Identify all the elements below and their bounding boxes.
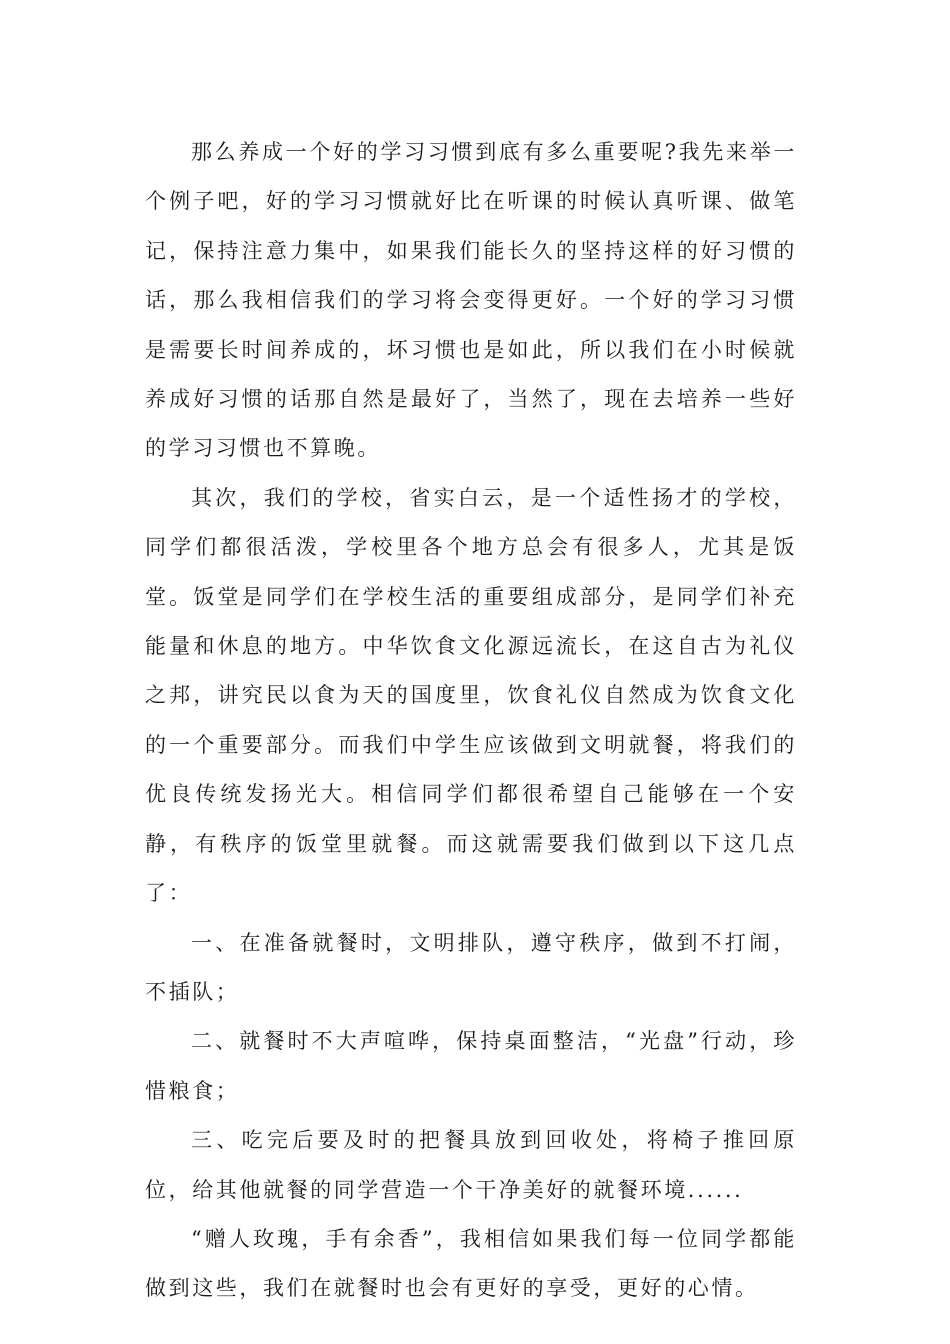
paragraph-closing: “赠人玫瑰，手有余香”，我相信如果我们每一位同学都能做到这些，我们在就餐时也会有更好的享受，更好的心情。 <box>145 1226 797 1301</box>
paragraph-school-canteen: 其次，我们的学校，省实白云，是一个适性扬才的学校，同学们都很活泼，学校里各个地方总会有很多人，尤其是饭堂。饭堂是同学们在学校生活的重要组成部分，是同学们补充能量和休息的地方。中华饮食文化源远流长，在这自古为礼仪之邦，讲究民以食为天的国度里，饮食礼仪自然成为饮食文化的一个重要部分。而我们中学生应该做到文明就餐，将我们的优良传统发扬光大。相信同学们都很希望自己能够在一个安静，有秩序的饭堂里就餐。而这就需要我们做到以下这几点了： <box>145 485 797 906</box>
list-item-after-meal: 三、吃完后要及时的把餐具放到回收处，将椅子推回原位，给其他就餐的同学营造一个干净美好的就餐环境...... <box>145 1128 797 1202</box>
document-body <box>145 128 797 1314</box>
paragraph-study-habits: 那么养成一个好的学习习惯到底有多么重要呢?我先来举一个例子吧，好的学习习惯就好比在听课的时候认真听课、做笔记，保持注意力集中，如果我们能长久的坚持这样的好习惯的话，那么我相信我们的学习将会变得更好。一个好的学习习惯是需要长时间养成的，坏习惯也是如此，所以我们在小时候就养成好习惯的话那自然是最好了，当然了，现在去培养一些好的学习习惯也不算晚。 <box>145 140 797 461</box>
list-item-dining: 二、就餐时不大声喧哗，保持桌面整洁，“光盘”行动，珍惜粮食； <box>145 1029 797 1103</box>
list-item-queueing: 一、在准备就餐时，文明排队，遵守秩序，做到不打闹，不插队； <box>145 930 797 1004</box>
